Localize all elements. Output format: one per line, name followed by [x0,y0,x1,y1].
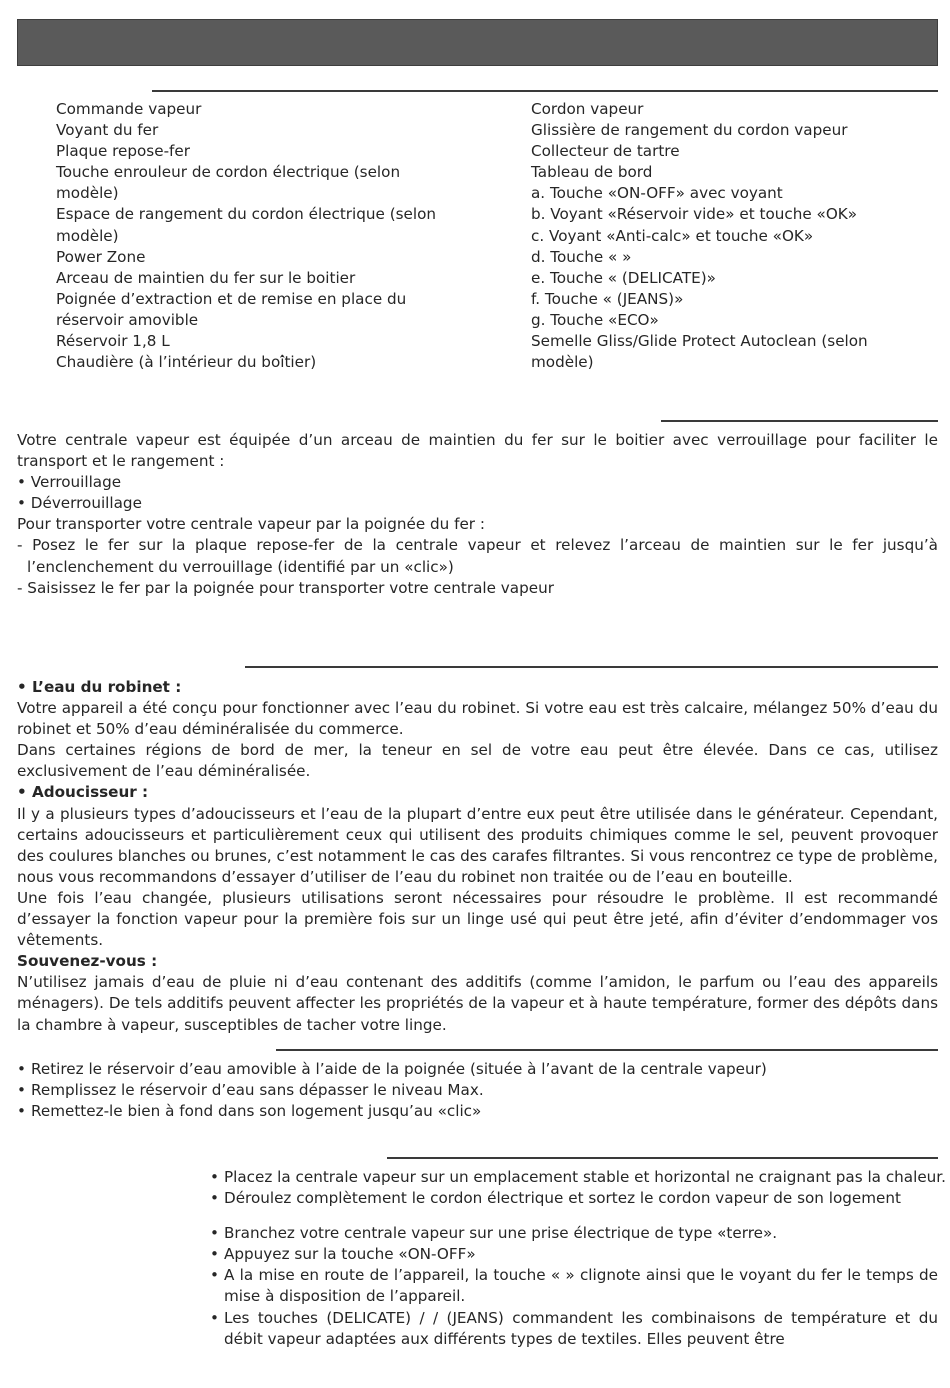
softener-heading: • Adoucisseur : [17,783,149,802]
part-item: Semelle Gliss/Glide Protect Autoclean (selon [531,332,868,351]
lock-bullet: • Verrouillage [17,473,122,492]
part-item: Plaque repose-fer [56,142,190,161]
part-item: modèle) [56,226,119,245]
parts-list-right [531,99,931,373]
fill-step: • Remplissez le réservoir d’eau sans dépasser le niveau Max. [17,1080,938,1101]
part-item: f. Touche « (JEANS)» [531,289,684,308]
transport-text: Pour transporter votre centrale vapeur par la poignée du fer : [17,515,485,534]
setup-step: • A la mise en route de l’appareil, la touche « » clignote ainsi que le voyant du fer le temps de mise à disposition de l’appareil. [210,1265,938,1307]
lock-intro: Votre centrale vapeur est équipée d’un arceau de maintien du fer sur le boitier avec verrouillage pour faciliter le transport et le rangement : [17,431,938,471]
part-item: Espace de rangement du cordon électrique (selon [56,205,437,224]
section-rule-water [245,666,938,668]
part-item: modèle) [56,184,119,203]
part-item: Réservoir 1,8 L [56,332,170,351]
part-item: g. Touche «ECO» [531,310,659,329]
part-item: Voyant du fer [56,121,159,140]
part-item: réservoir amovible [56,310,199,329]
part-item: c. Voyant «Anti-calc» et touche «OK» [531,226,814,245]
unlock-bullet: • Déverrouillage [17,494,142,513]
fill-step: • Retirez le réservoir d’eau amovible à l’aide de la poignée (située à l’avant de la centrale vapeur) [17,1059,938,1080]
section-rule-setup [387,1157,938,1159]
section-rule-lock [661,420,938,422]
setup-step: • Déroulez complètement le cordon électrique et sortez le cordon vapeur de son logement [210,1188,938,1209]
part-item: e. Touche « (DELICATE)» [531,268,716,287]
remember-heading: Souvenez-vous : [17,952,158,971]
setup-step: • Branchez votre centrale vapeur sur une prise électrique de type «terre». [210,1223,938,1244]
part-item: a. Touche «ON-OFF» avec voyant [531,184,783,203]
transport-step: - Saisissez le fer par la poignée pour transporter votre centrale vapeur [17,578,554,597]
setup-step: • Appuyez sur la touche «ON-OFF» [210,1244,938,1265]
part-item: Poignée d’extraction et de remise en place du [56,289,407,308]
part-item: Tableau de bord [531,163,653,182]
remember-text: N’utilisez jamais d’eau de pluie ni d’eau contenant des additifs (comme l’amidon, le parfum ou l’eau des appareils ménagers). De tels additifs peuvent affecter les propriétés de la vapeur et à haute température, former des dépôts dans la chambre à vapeur, susceptibles de tacher votre linge. [17,973,938,1034]
fill-step: • Remettez-le bien à fond dans son logement jusqu’au «clic» [17,1101,938,1122]
spacer [210,1209,938,1223]
part-item: Commande vapeur [56,100,202,118]
setup-step: • Les touches (DELICATE) / / (JEANS) commandent les combinaisons de température et du débit vapeur adaptées aux différents types de textiles. Elles peuvent être [210,1308,938,1350]
setup-steps [210,1167,946,1350]
part-item: b. Voyant «Réservoir vide» et touche «OK» [531,205,858,224]
part-item: Glissière de rangement du cordon vapeur [531,121,848,140]
tap-water-text: Dans certaines régions de bord de mer, la teneur en sel de votre eau peut être élevée. Dans ce cas, utilisez exclusivement de l’eau déminéralisée. [17,741,938,781]
part-item: Power Zone [56,247,146,266]
lock-section [17,430,938,599]
transport-step: - Posez le fer sur la plaque repose-fer de la centrale vapeur et relevez l’arceau de maintien sur le fer jusqu’à l’enclenchement du verrouillage (identifié par un «clic») [17,536,938,576]
tap-water-text: Votre appareil a été conçu pour fonctionner avec l’eau du robinet. Si votre eau est très calcaire, mélangez 50% d’eau du robinet et 50% d’eau déminéralisée du commerce. [17,699,938,739]
part-item: Arceau de maintien du fer sur le boitier [56,268,356,287]
water-section [17,677,938,1036]
section-rule-parts [152,90,938,92]
section-header-bar [17,19,938,66]
setup-step: • Placez la centrale vapeur sur un emplacement stable et horizontal ne craignant pas la chaleur. [210,1167,938,1188]
softener-text: Une fois l’eau changée, plusieurs utilisations seront nécessaires pour résoudre le problème. Il est recommandé d’essayer la fonction vapeur pour la première fois sur un linge usé qui peut être jeté, afin d’éviter d’endommager vos vêtements. [17,888,938,950]
parts-list-left [56,99,486,373]
part-item: Chaudière (à l’intérieur du boi̇̂tier) [56,353,317,372]
tap-water-heading: • L’eau du robinet : [17,678,182,696]
part-item: d. Touche « » [531,247,632,266]
part-item: Collecteur de tartre [531,142,680,161]
fill-steps [17,1059,938,1122]
part-item: Cordon vapeur [531,100,644,118]
part-item: modèle) [531,353,594,372]
softener-text: Il y a plusieurs types d’adoucisseurs et l’eau de la plupart d’entre eux peut être utilisée dans le générateur. Cependant, certains adoucisseurs et particulièrement ceux qui utilisent des produits chimiques comme le sel, peuvent provoquer des coulures blanches ou brunes, c’est notamment le cas des carafes filtrantes. Si vous rencontrez ce type de problème, nous vous recommandons d’essayer d’utiliser de l’eau du robinet non traitée ou de l’eau en bouteille. [17,804,938,886]
section-rule-fill [276,1049,938,1051]
part-item: Touche enrouleur de cordon électrique (selon [56,163,401,182]
